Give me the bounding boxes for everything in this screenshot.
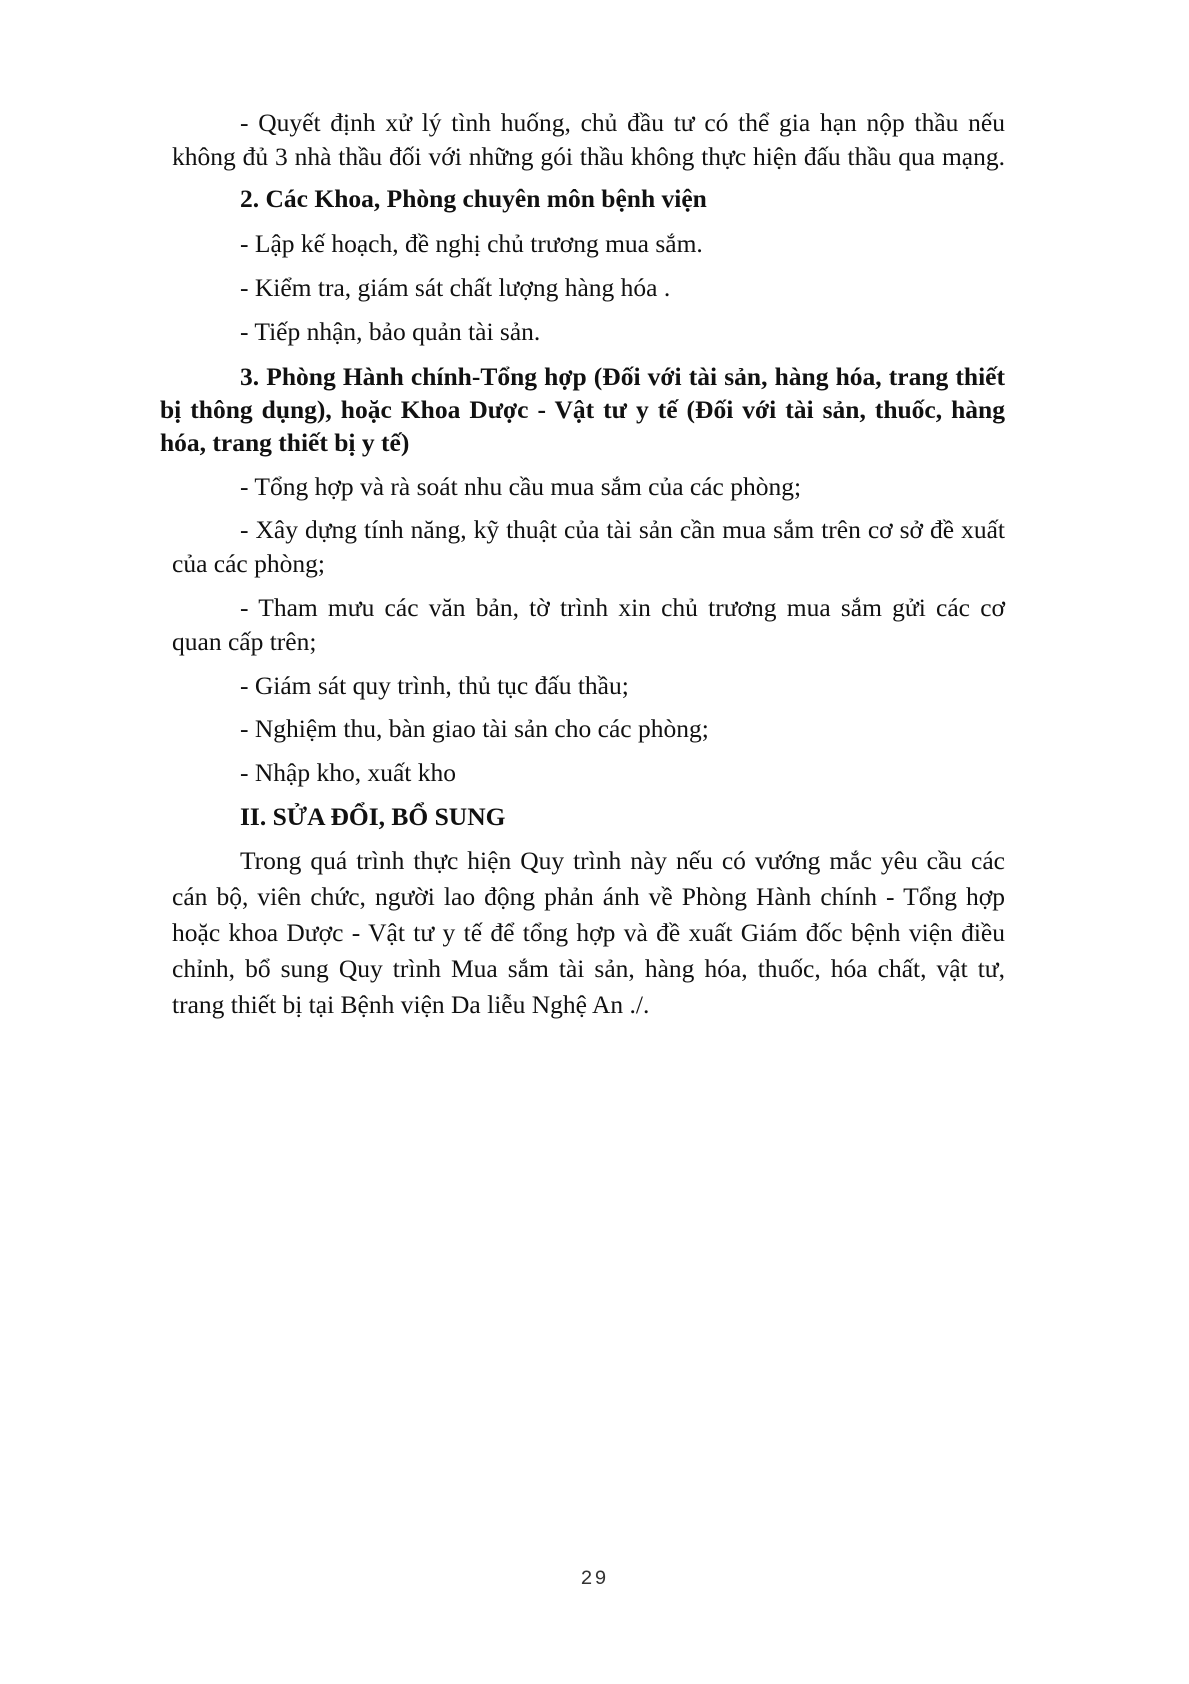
list-item: - Giám sát quy trình, thủ tục đấu thầu; (240, 671, 629, 700)
list-item: - Tiếp nhận, bảo quản tài sản. (240, 317, 541, 346)
section-heading-3: hóa, trang thiết bị y tế) (160, 428, 410, 457)
list-item: - Tổng hợp và rà soát nhu cầu mua sắm của các phòng; (240, 472, 802, 501)
paragraph-line: hoặc khoa Dược - Vật tư y tế để tổng hợp và đề xuất Giám đốc bệnh viện điều (172, 918, 1005, 947)
paragraph-line: trang thiết bị tại Bệnh viện Da liễu Nghệ An ./. (172, 990, 650, 1019)
list-item: của các phòng; (172, 549, 325, 578)
list-item: - Lập kế hoạch, đề nghị chủ trương mua sắm. (240, 229, 703, 258)
list-item: - Nhập kho, xuất kho (240, 758, 457, 787)
page-number: 29 (580, 1568, 609, 1591)
paragraph-line: chỉnh, bổ sung Quy trình Mua sắm tài sản, hàng hóa, thuốc, hóa chất, vật tư, (172, 954, 1005, 983)
list-item: - Kiểm tra, giám sát chất lượng hàng hóa . (240, 273, 671, 302)
section-heading-3: 3. Phòng Hành chính-Tổng hợp (Đối với tài sản, hàng hóa, trang thiết (240, 362, 1005, 391)
section-heading-II: II. SỬA ĐỔI, BỔ SUNG (240, 802, 506, 831)
paragraph-line: - Quyết định xử lý tình huống, chủ đầu tư có thể gia hạn nộp thầu nếu (240, 108, 1005, 137)
list-item: quan cấp trên; (172, 627, 317, 656)
paragraph-line: Trong quá trình thực hiện Quy trình này nếu có vướng mắc yêu cầu các (240, 846, 1005, 875)
list-item: - Xây dựng tính năng, kỹ thuật của tài sản cần mua sắm trên cơ sở đề xuất (240, 515, 1005, 544)
list-item: - Tham mưu các văn bản, tờ trình xin chủ trương mua sắm gửi các cơ (240, 593, 1005, 622)
section-heading-3: bị thông dụng), hoặc Khoa Dược - Vật tư y tế (Đối với tài sản, thuốc, hàng (160, 395, 1005, 424)
list-item: - Nghiệm thu, bàn giao tài sản cho các phòng; (240, 714, 709, 743)
paragraph-line: cán bộ, viên chức, người lao động phản ánh về Phòng Hành chính - Tổng hợp (172, 882, 1005, 911)
section-heading-2: 2. Các Khoa, Phòng chuyên môn bệnh viện (240, 184, 707, 213)
paragraph-line: không đủ 3 nhà thầu đối với những gói thầu không thực hiện đấu thầu qua mạng. (172, 142, 1005, 171)
